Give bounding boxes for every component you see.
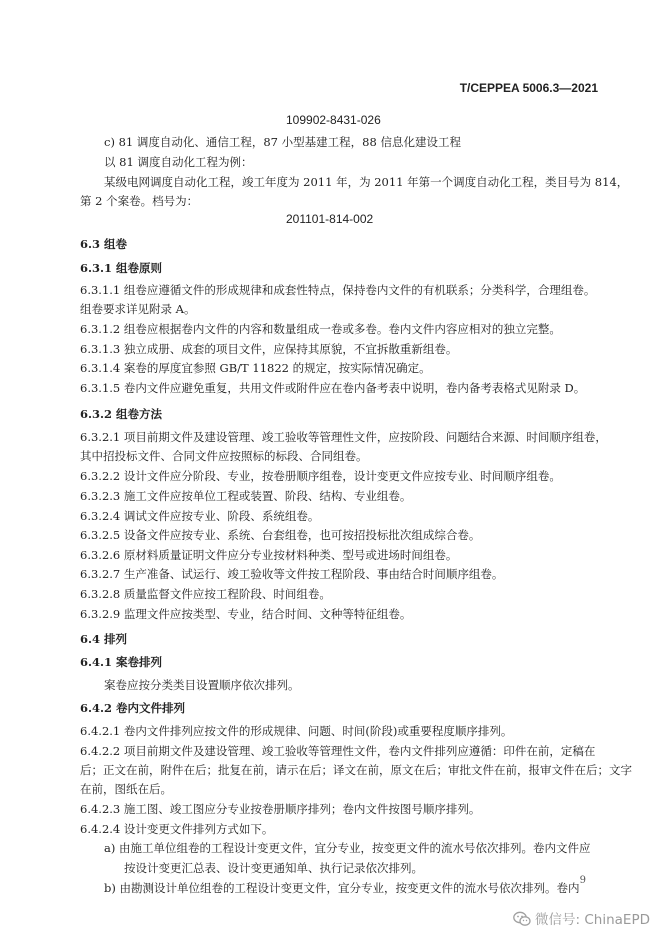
clause: 6.3.1.1 组卷应遵循文件的形成规律和成套性特点，保持卷内文件的有机联系；分类科学，合理组卷。 bbox=[80, 283, 596, 297]
clause: 6.4.2.3 施工图、竣工图应分专业按卷册顺序排列；卷内文件按图号顺序排列。 bbox=[80, 802, 481, 816]
clause: 6.3.2.1 项目前期文件及建设管理、竣工验收等管理性文件，应按阶段、问题结合来源、时间顺序组卷， bbox=[80, 430, 607, 444]
list-item-a-continuation: 按设计变更汇总表、设计变更通知单、执行记录依次排列。 bbox=[124, 861, 423, 875]
list-item-a: a) 由施工单位组卷的工程设计变更文件，宜分专业，按变更文件的流水号依次排列。卷内文件应 bbox=[104, 841, 591, 855]
watermark bbox=[513, 911, 650, 928]
clause: 6.4.2.1 卷内文件排列应按文件的形成规律、问题、时间(阶段)或重要程度顺序排列。 bbox=[80, 724, 513, 738]
paragraph: 某级电网调度自动化工程，竣工年度为 2011 年，为 2011 年第一个调度自动化工程，类目号为 814， bbox=[104, 175, 629, 189]
archive-number-example-2: 201101-814-002 bbox=[286, 212, 374, 226]
clause: 6.3.2.6 原材料质量证明文件应分专业按材料种类、型号或进场时间组卷。 bbox=[80, 548, 458, 562]
clause-continuation: 组卷要求详见附录 A。 bbox=[80, 302, 196, 316]
clause: 6.3.2.9 监理文件应按类型、专业，结合时间、文种等特征组卷。 bbox=[80, 607, 412, 621]
clause: 6.4.2.2 项目前期文件及建设管理、竣工验收等管理性文件，卷内文件排列应遵循：印件在前，定稿在 bbox=[80, 744, 596, 758]
clause: 6.3.2.7 生产准备、试运行、竣工验收等文件按工程阶段、事由结合时间顺序组卷。 bbox=[80, 567, 504, 581]
paragraph: 以 81 调度自动化工程为例： bbox=[104, 155, 253, 169]
clause: 6.3.1.2 组卷应根据卷内文件的内容和数量组成一卷或多卷。卷内文件内容应相对的独立完整。 bbox=[80, 322, 561, 336]
subsection-heading: 6.4.1 案卷排列 bbox=[80, 655, 163, 669]
clause: 6.3.1.5 卷内文件应避免重复，共用文件或附件应在卷内备考表中说明，卷内备考表格式见附录 D。 bbox=[80, 381, 586, 395]
clause: 6.3.1.3 独立成册、成套的项目文件，应保持其原貌，不宜拆散重新组卷。 bbox=[80, 342, 458, 356]
clause: 6.3.2.5 设备文件应按专业、系统、台套组卷，也可按招投标批次组成综合卷。 bbox=[80, 528, 481, 542]
watermark-text: 微信号: ChinaEPD bbox=[535, 912, 650, 928]
wechat-icon bbox=[513, 911, 531, 927]
subsection-heading: 6.3.2 组卷方法 bbox=[80, 407, 163, 421]
clause-continuation: 后；正文在前，附件在后；批复在前，请示在后；译文在前，原文在后；审批文件在前，报审文件在后；文字 bbox=[80, 763, 632, 777]
standard-code: T/CEPPEA 5006.3—2021 bbox=[459, 81, 598, 95]
subsection-heading: 6.3.1 组卷原则 bbox=[80, 261, 163, 275]
paragraph: 第 2 个案卷。档号为： bbox=[80, 194, 199, 208]
section-heading: 6.4 排列 bbox=[80, 632, 128, 646]
clause: 6.4.2.4 设计变更文件排列方式如下。 bbox=[80, 822, 274, 836]
clause: 6.3.2.2 设计文件应分阶段、专业，按卷册顺序组卷，设计变更文件应按专业、时间顺序组卷。 bbox=[80, 469, 561, 483]
clause: 6.3.1.4 案卷的厚度宜参照 GB/T 11822 的规定，按实际情况确定。 bbox=[80, 361, 431, 375]
page-number: 9 bbox=[579, 875, 586, 886]
clause-continuation: 在前，图纸在后。 bbox=[80, 782, 172, 796]
list-item-c: c) 81 调度自动化、通信工程，87 小型基建工程，88 信息化建设工程 bbox=[104, 135, 461, 149]
section-heading: 6.3 组卷 bbox=[80, 237, 128, 251]
list-item-b: b) 由勘测设计单位组卷的工程设计变更文件，宜分专业，按变更文件的流水号依次排列。卷内 bbox=[104, 881, 580, 895]
clause: 6.3.2.8 质量监督文件应按工程阶段、时间组卷。 bbox=[80, 587, 331, 601]
archive-number-example-1: 109902-8431-026 bbox=[286, 113, 381, 127]
subsection-heading: 6.4.2 卷内文件排列 bbox=[80, 701, 186, 715]
clause-continuation: 其中招投标文件、合同文件应按照标的标段、合同组卷。 bbox=[80, 449, 368, 463]
paragraph: 案卷应按分类类目设置顺序依次排列。 bbox=[104, 678, 300, 692]
clause: 6.3.2.4 调试文件应按专业、阶段、系统组卷。 bbox=[80, 509, 320, 523]
clause: 6.3.2.3 施工文件应按单位工程或装置、阶段、结构、专业组卷。 bbox=[80, 489, 412, 503]
